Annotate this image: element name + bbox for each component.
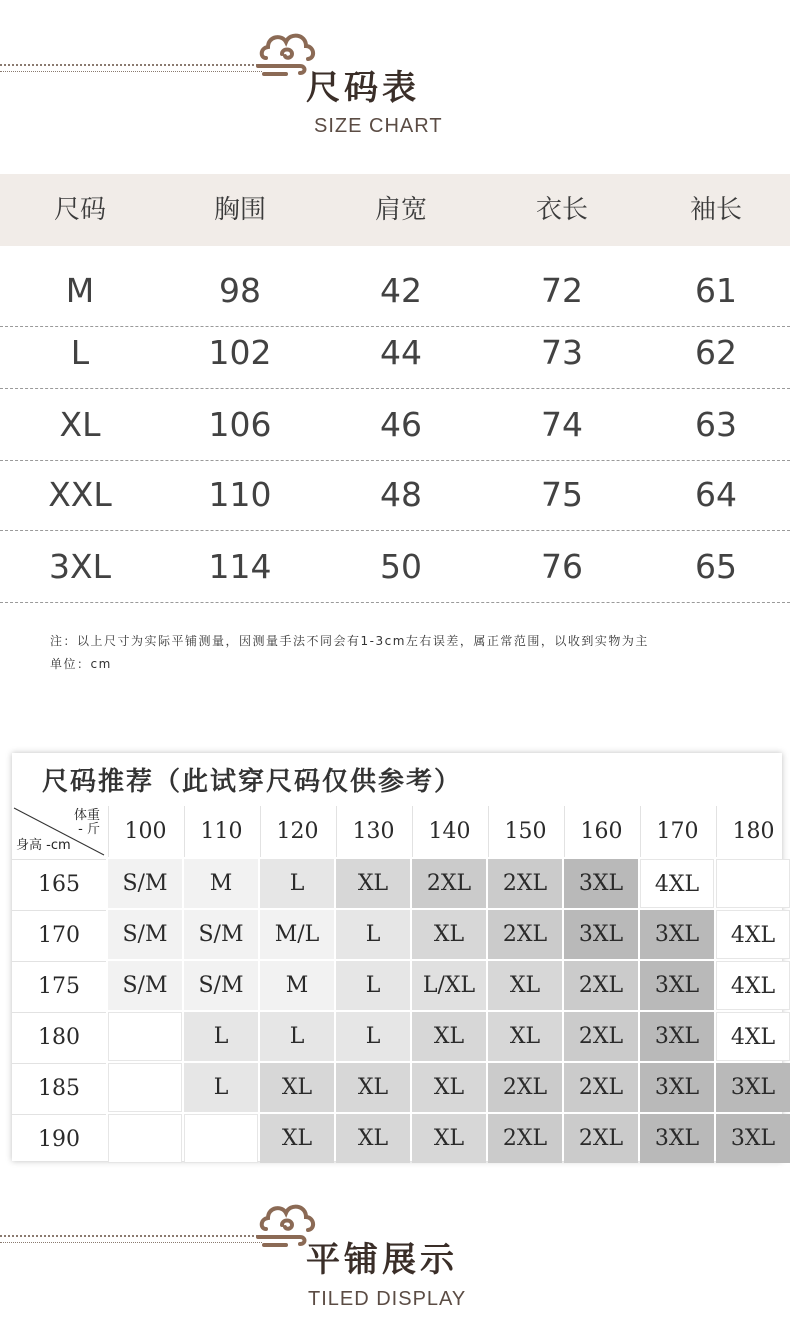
size-cell: 72 xyxy=(541,271,583,310)
size-cell: L xyxy=(70,333,90,372)
recommended-size-cell: 3XL xyxy=(564,910,638,959)
recommended-size-cell xyxy=(184,1114,258,1163)
size-row xyxy=(0,532,790,603)
recommended-size-cell: 3XL xyxy=(640,1012,714,1061)
dotted-divider xyxy=(0,1242,262,1243)
size-chart-title: 尺码表 xyxy=(306,68,420,108)
recommended-size-cell: 2XL xyxy=(488,910,562,959)
recommended-size-cell: 4XL xyxy=(716,1012,790,1061)
size-cell: 106 xyxy=(208,405,272,444)
size-cell: 63 xyxy=(695,405,737,444)
recommended-size-cell: L xyxy=(260,859,334,908)
recommendation-title: 尺码推荐（此试穿尺码仅供参考） xyxy=(42,767,463,797)
size-chart-subtitle: SIZE CHART xyxy=(314,115,443,137)
recommended-size-cell: 3XL xyxy=(640,1063,714,1112)
size-cell: 44 xyxy=(380,333,422,372)
recommended-size-cell xyxy=(108,1114,182,1163)
recommended-size-cell: S/M xyxy=(184,910,258,959)
header-shoulder: 肩宽 xyxy=(374,195,427,225)
recommended-size-cell: L xyxy=(184,1012,258,1061)
dotted-divider xyxy=(0,64,262,66)
size-cell: 98 xyxy=(219,271,261,310)
recommended-size-cell xyxy=(716,859,790,908)
size-row xyxy=(0,318,790,389)
size-cell: 102 xyxy=(208,333,272,372)
recommended-size-cell: 3XL xyxy=(640,1114,714,1163)
recommended-size-cell: 3XL xyxy=(640,910,714,959)
recommended-size-cell: L xyxy=(260,1012,334,1061)
recommended-size-cell: XL xyxy=(260,1114,334,1163)
corner-weight-unit: - 斤 xyxy=(78,822,100,837)
size-row xyxy=(0,256,790,327)
size-cell: 48 xyxy=(380,475,422,514)
recommended-size-cell: XL xyxy=(336,1063,410,1112)
recommended-size-cell: XL xyxy=(412,1114,486,1163)
recommended-size-cell: M xyxy=(184,859,258,908)
dotted-divider xyxy=(0,71,262,72)
size-cell: 110 xyxy=(208,475,272,514)
recommended-size-cell: XL xyxy=(336,859,410,908)
size-row xyxy=(0,390,790,461)
size-cell: XL xyxy=(59,405,101,444)
recommended-size-cell xyxy=(108,1063,182,1112)
tiled-display-subtitle: TILED DISPLAY xyxy=(308,1288,467,1310)
recommended-size-cell: 4XL xyxy=(640,859,714,908)
recommended-size-cell: 4XL xyxy=(716,910,790,959)
header-length: 衣长 xyxy=(535,195,588,225)
size-cell: 46 xyxy=(380,405,422,444)
recommended-size-cell: M xyxy=(260,961,334,1010)
corner-weight-label: 体重 xyxy=(73,808,100,823)
size-cell: 65 xyxy=(695,547,737,586)
dotted-divider xyxy=(0,1235,262,1237)
weight-header-cell: 110 xyxy=(184,806,258,857)
weight-header-cell: 170 xyxy=(640,806,714,857)
recommended-size-cell: 2XL xyxy=(564,1012,638,1061)
recommended-size-cell xyxy=(108,1012,182,1061)
weight-header-cell: 100 xyxy=(108,806,182,857)
corner-header xyxy=(12,806,106,857)
header-chest: 胸围 xyxy=(213,195,266,225)
recommended-size-cell: L xyxy=(336,1012,410,1061)
height-row-label: 185 xyxy=(12,1063,106,1112)
size-table-header xyxy=(0,174,790,246)
recommended-size-cell: 3XL xyxy=(564,859,638,908)
recommended-size-cell: XL xyxy=(336,1114,410,1163)
header-size: 尺码 xyxy=(53,195,106,225)
recommended-size-cell: L xyxy=(184,1063,258,1112)
size-cell: M xyxy=(65,271,95,310)
recommended-size-cell: 3XL xyxy=(640,961,714,1010)
recommended-size-cell: 3XL xyxy=(716,1063,790,1112)
recommended-size-cell: XL xyxy=(488,961,562,1010)
height-row-label: 190 xyxy=(12,1114,106,1163)
recommended-size-cell: XL xyxy=(412,910,486,959)
recommended-size-cell: S/M xyxy=(108,910,182,959)
header-sleeve: 袖长 xyxy=(689,195,742,225)
weight-header-cell: 180 xyxy=(716,806,790,857)
recommended-size-cell: S/M xyxy=(108,859,182,908)
recommended-size-cell: XL xyxy=(260,1063,334,1112)
corner-height-label: 身高 -cm xyxy=(16,838,71,853)
size-cell: 114 xyxy=(208,547,272,586)
size-cell: 42 xyxy=(380,271,422,310)
size-row xyxy=(0,460,790,531)
recommended-size-cell: 2XL xyxy=(488,859,562,908)
size-cell: 75 xyxy=(541,475,583,514)
size-cell: XXL xyxy=(48,475,112,514)
recommended-size-cell: 2XL xyxy=(488,1114,562,1163)
size-cell: 3XL xyxy=(49,547,111,586)
recommended-size-cell: 4XL xyxy=(716,961,790,1010)
height-row-label: 180 xyxy=(12,1012,106,1061)
recommended-size-cell: 2XL xyxy=(564,1114,638,1163)
weight-header-cell: 160 xyxy=(564,806,638,857)
recommended-size-cell: 2XL xyxy=(488,1063,562,1112)
size-cell: 61 xyxy=(695,271,737,310)
recommended-size-cell: S/M xyxy=(184,961,258,1010)
height-row-label: 170 xyxy=(12,910,106,959)
recommended-size-cell: 2XL xyxy=(412,859,486,908)
size-cell: 50 xyxy=(380,547,422,586)
measurement-note: 注：以上尺寸为实际平铺测量，因测量手法不同会有1-3cm左右误差，属正常范围，以收到实物为主 xyxy=(50,634,649,648)
height-row-label: 165 xyxy=(12,859,106,908)
recommended-size-cell: XL xyxy=(488,1012,562,1061)
weight-header-cell: 130 xyxy=(336,806,410,857)
recommended-size-cell: M/L xyxy=(260,910,334,959)
size-cell: 64 xyxy=(695,475,737,514)
size-cell: 76 xyxy=(541,547,583,586)
recommended-size-cell: L/XL xyxy=(412,961,486,1010)
recommended-size-cell: XL xyxy=(412,1012,486,1061)
size-cell: 73 xyxy=(541,333,583,372)
recommended-size-cell: XL xyxy=(412,1063,486,1112)
size-cell: 62 xyxy=(695,333,737,372)
size-recommendation-table xyxy=(12,753,782,1161)
recommended-size-cell: 2XL xyxy=(564,1063,638,1112)
weight-header-cell: 120 xyxy=(260,806,334,857)
recommended-size-cell: L xyxy=(336,910,410,959)
weight-header-cell: 140 xyxy=(412,806,486,857)
recommended-size-cell: 2XL xyxy=(564,961,638,1010)
tiled-display-title: 平铺展示 xyxy=(306,1240,458,1280)
recommended-size-cell: S/M xyxy=(108,961,182,1010)
size-cell: 74 xyxy=(541,405,583,444)
unit-note: 单位：cm xyxy=(50,657,112,671)
height-row-label: 175 xyxy=(12,961,106,1010)
weight-header-cell: 150 xyxy=(488,806,562,857)
recommended-size-cell: L xyxy=(336,961,410,1010)
recommended-size-cell: 3XL xyxy=(716,1114,790,1163)
